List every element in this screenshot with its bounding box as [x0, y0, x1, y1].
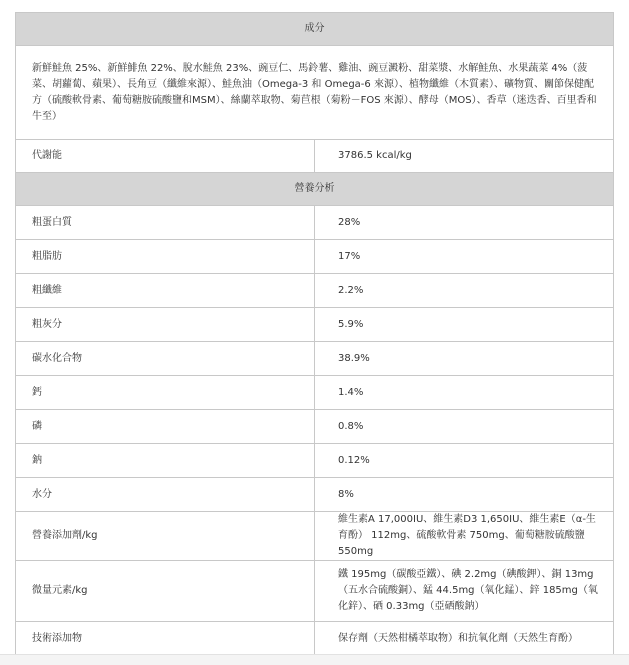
row-value-fiber: 2.2%: [315, 274, 614, 308]
table-row: [16, 206, 614, 240]
row-label-fat: 粗脂肪: [16, 240, 315, 274]
row-value-trace-elements: 鐵 195mg（碳酸亞鐵）、碘 2.2mg（碘酸鉀）、銅 13mg（五水合硫酸銅）、錳 44.5mg（氧化錳）、鋅 185mg（氧化鋅）、硒 0.33mg（亞硒酸鈉）: [315, 561, 614, 622]
table-row: [16, 342, 614, 376]
table-row: [16, 561, 614, 622]
table-row: [16, 240, 614, 274]
row-value-protein: 28%: [315, 206, 614, 240]
row-label-protein: 粗蛋白質: [16, 206, 315, 240]
metabolic-energy-label: 代謝能: [16, 140, 315, 173]
metabolic-energy-value: 3786.5 kcal/kg: [315, 140, 614, 173]
table-row: [16, 512, 614, 561]
ingredients-row: [16, 46, 614, 140]
ingredients-text: 新鮮鮭魚 25%、新鮮鯡魚 22%、脫水鮭魚 23%、豌豆仁、馬鈴薯、雞油、豌豆澱粉、甜菜漿、水解鮭魚、水果蔬菜 4%（菠菜、胡蘿蔔、蘋果）、長角豆（纖維來源）、鮭魚油（Omega-3 和 Omega-6 來源）、植物纖維（木質素）、礦物質、關節保健配方（硫酸軟骨素、葡萄糖胺硫酸鹽和MSM）、絲蘭萃取物、菊苣根（菊粉－FOS 來源）、酵母（MOS）、香草（迷迭香、百里香和牛至）: [16, 46, 614, 140]
row-value-sodium: 0.12%: [315, 444, 614, 478]
row-value-phosphorus: 0.8%: [315, 410, 614, 444]
metabolic-energy-row: [16, 140, 614, 173]
row-label-additives: 營養添加劑/kg: [16, 512, 315, 561]
row-label-fiber: 粗纖維: [16, 274, 315, 308]
table-row: [16, 308, 614, 342]
row-label-ash: 粗灰分: [16, 308, 315, 342]
ingredients-title: 成分: [16, 13, 614, 46]
row-value-moisture: 8%: [315, 478, 614, 512]
row-value-additives: 維生素A 17,000IU、維生素D3 1,650IU、維生素E（α-生育酚） 112mg、硫酸軟骨素 750mg、葡萄糖胺硫酸鹽 550mg: [315, 512, 614, 561]
ingredients-header-row: [16, 13, 614, 46]
nutrition-table: [15, 12, 614, 656]
analysis-title: 營養分析: [16, 173, 614, 206]
analysis-header-row: [16, 173, 614, 206]
row-label-moisture: 水分: [16, 478, 315, 512]
table-row: [16, 478, 614, 512]
row-value-calcium: 1.4%: [315, 376, 614, 410]
table-row: [16, 410, 614, 444]
table-row: [16, 444, 614, 478]
row-label-phosphorus: 磷: [16, 410, 315, 444]
row-value-ash: 5.9%: [315, 308, 614, 342]
row-value-carbohydrate: 38.9%: [315, 342, 614, 376]
row-value-technical-additives: 保存劑（天然柑橘萃取物）和抗氧化劑（天然生育酚）: [315, 622, 614, 656]
row-label-trace-elements: 微量元素/kg: [16, 561, 315, 622]
row-label-carbohydrate: 碳水化合物: [16, 342, 315, 376]
row-label-calcium: 鈣: [16, 376, 315, 410]
table-row: [16, 622, 614, 656]
row-label-sodium: 鈉: [16, 444, 315, 478]
page-footer-strip: [0, 654, 629, 665]
row-value-fat: 17%: [315, 240, 614, 274]
row-label-technical-additives: 技術添加物: [16, 622, 315, 656]
table-row: [16, 376, 614, 410]
nutrition-table-container: [15, 12, 614, 656]
table-row: [16, 274, 614, 308]
